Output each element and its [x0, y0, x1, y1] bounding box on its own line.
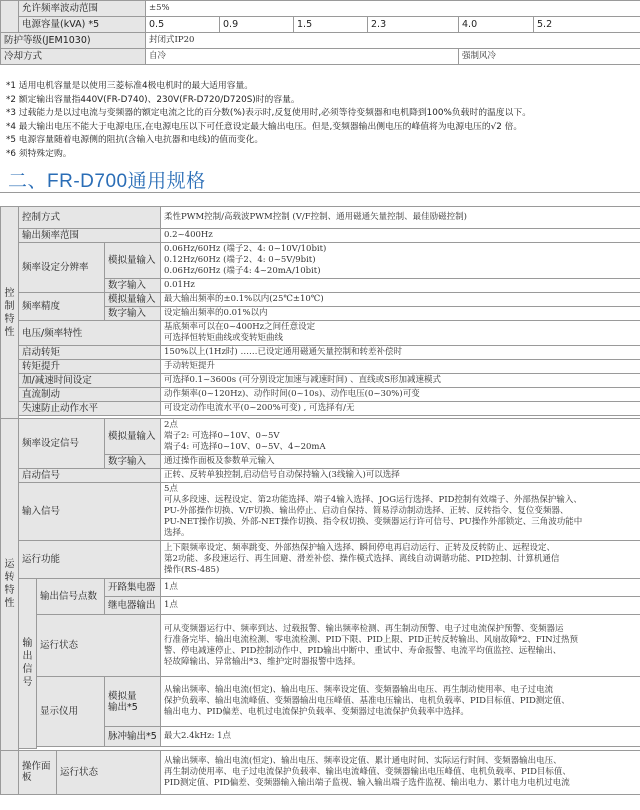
freq-signal-label: 频率设定信号: [19, 419, 105, 469]
accuracy-label: 频率精度: [19, 293, 105, 321]
analog-output-values: [161, 677, 640, 727]
freq-signal-line: 2点: [164, 420, 178, 430]
power-capacity-value: 4.0: [459, 17, 534, 33]
vf-line: 基底频率可以在0~400Hz之间任意设定: [164, 322, 316, 332]
open-collector-value: 1点: [161, 579, 640, 597]
freq-signal-line: 端子4: 可选择0~10V、0~5V、4~20mA: [164, 442, 326, 452]
cooling-value-forced: 强制风冷: [459, 49, 640, 65]
panel-status-line: 从输出频率、输出电流(恒定)、输出电压、频率设定值、累计通电时间、实际运行时间、变频器输出电压、: [164, 755, 562, 766]
footnote: *2 额定输出容量指440V(FR-D740)、230V(FR-D720/D720S)时的容量。: [6, 94, 300, 105]
accuracy-analog-label: 模拟量输入: [105, 293, 161, 307]
dc-brake-label: 直流制动: [19, 388, 161, 402]
relay-label: 继电器输出: [105, 597, 161, 615]
relay-value: 1点: [161, 597, 640, 615]
freq-signal-analog-label: 模拟量输入: [105, 419, 161, 455]
analog-output-line: 保护负载率、输出电流峰值、变频器输出电压峰值、基准电压输出、电机负载率、PID目标值、PID测定值、: [164, 696, 570, 706]
output-status-line: 轻故障输出、异常输出*3、维护定时器报警中选择。: [164, 656, 361, 667]
protection-label: 防护等级(JEM1030): [1, 33, 146, 49]
start-torque-value: 150%以上(1Hz时) ……已设定通用磁通矢量控制和转差补偿时: [161, 346, 640, 360]
cooling-value-self: 自冷: [146, 49, 459, 65]
footnotes: [6, 80, 636, 161]
dc-brake-value: 动作频率(0~120Hz)、动作时间(0~10s)、动作电压(0~30%)可变: [161, 388, 640, 402]
footnote: *5 电源容量随着电源侧的阻抗(含输入电抗器和电线)的值而变化。: [6, 135, 264, 145]
analog-output-label: 模拟量 输出*5: [105, 677, 161, 727]
stall-label: 失速防止动作水平: [19, 402, 161, 416]
resolution-label: 频率设定分辨率: [19, 243, 105, 293]
analog-output-line: 输出电力、PID偏差、电机过电流保护负载率、变频器过电流保护负载率中选择。: [164, 707, 469, 717]
cooling-label: 冷却方式: [1, 49, 146, 65]
general-spec-table: [0, 206, 640, 795]
freq-signal-digital-value: 通过操作面板及参数单元输入: [161, 455, 640, 469]
resolution-digital-value: 0.01Hz: [161, 279, 640, 293]
freq-range-label: 输出频率范围: [19, 229, 161, 243]
torque-boost-value: 手动转矩提升: [161, 360, 640, 374]
input-signal-line: PU-NET操作切换、外部-NET操作切换、指令权切换、变频器运行许可信号、PU操作外部锁定、三角波功能中: [164, 517, 583, 527]
output-group-label: 输 出 信 号: [19, 579, 37, 749]
power-spec-table: [0, 0, 640, 65]
control-method-label: 控制方式: [19, 207, 161, 229]
freq-range-value: 0.2~400Hz: [161, 229, 640, 243]
panel-status-line: PID测定值、PID偏差、变频器输入输出端子监视、输入输出端子选件监视、输出电力、累计电力电机过电流: [164, 777, 570, 788]
footnote: *3 过载能力是以过电流与变频器的额定电流之比的百分数(%)表示时,反复使用时,必须等待变频器和电机降到100%负载时的温度以下。: [6, 108, 531, 118]
freq-fluctuation-value: ±5%: [146, 1, 640, 17]
analog-output-line: 从输出频率、输出电流(恒定)、输出电压、频率设定值、变频器输出电压、再生制动使用率、电子过电流: [164, 685, 554, 695]
accel-value: 可选择0.1~3600s (可分别设定加速与减速时间) 、直线或S形加减速模式: [161, 374, 640, 388]
output-points-label: 输出信号点数: [37, 579, 105, 615]
panel-status-label: 运行状态: [57, 750, 161, 794]
vf-label: 电压/频率特性: [19, 321, 161, 346]
input-signal-line: PU-外部操作切换、V/F切换、输出停止、启动自保持、简易浮动制动选择、正转、反转指令、复位变频器、: [164, 506, 569, 516]
input-signal-line: 选择。: [164, 528, 190, 538]
resolution-analog-values: [161, 243, 640, 279]
control-method-value: 柔性PWM控制/高载波PWM控制 (V/F控制、通用磁通矢量控制、最佳励磁控制): [161, 207, 640, 229]
operation-group-label: 运 转 特 性: [1, 419, 19, 751]
protection-value: 封闭式IP20: [146, 33, 640, 49]
input-signal-values: [161, 483, 640, 541]
freq-signal-line: 端子2: 可选择0~10V、0~5V: [164, 431, 280, 441]
resolution-analog-line: 0.12Hz/60Hz (端子2、4: 0~5V/9bit): [164, 255, 316, 265]
run-function-values: [161, 541, 640, 579]
freq-fluctuation-label: 允许频率波动范围: [19, 1, 146, 17]
pulse-output-label: 脉冲输出*5: [105, 727, 161, 747]
power-capacity-value: 0.9: [220, 17, 294, 33]
power-capacity-value: 2.3: [368, 17, 459, 33]
run-function-line: 上下限频率设定、频率跳变、外部热保护输入选择、瞬间停电再启动运行、正转及反转防止、远程设定、: [164, 543, 556, 553]
run-function-line: 操作(RS-485): [164, 565, 220, 575]
pulse-output-value: 最大2.4kHz: 1点: [161, 727, 640, 747]
stall-value: 可设定动作电流水平(0~200%可变) , 可选择有/无: [161, 402, 640, 416]
accuracy-analog-value: 最大输出频率的±0.1%以内(25℃±10℃): [161, 293, 640, 307]
freq-signal-analog-values: [161, 419, 640, 455]
accel-label: 加/减速时间设定: [19, 374, 161, 388]
output-status-line: 可从变频器运行中、频率到达、过载报警、输出频率检测、再生制动预警、电子过电流保护预警、变频器运: [164, 623, 564, 634]
resolution-digital-label: 数字输入: [105, 279, 161, 293]
open-collector-label: 开路集电器: [105, 579, 161, 597]
power-capacity-value: 5.2: [534, 17, 640, 33]
input-signal-line: 可从多段速、远程设定、第2功能选择、端子4输入选择、JOG运行选择、PID控制有效端子、外部热保护输入、: [164, 495, 582, 505]
output-status-line: 警、停电减速停止、PID控制动作中、PID输出中断中、重试中、寿命报警、电流平均值监控、远程输出、: [164, 645, 562, 656]
display-meter-label: 显示仪用: [37, 677, 105, 747]
footnote: *4 最大输出电压不能大于电源电压,在电源电压以下可任意设定最大输出电压。但是,变频器输出侧电压的峰值将为电源电压的√2 倍。: [6, 121, 523, 132]
power-capacity-value: 1.5: [294, 17, 368, 33]
start-torque-label: 启动转矩: [19, 346, 161, 360]
resolution-analog-line: 0.06Hz/60Hz (端子4: 4~20mA/10bit): [164, 266, 321, 276]
resolution-analog-line: 0.06Hz/60Hz (端子2、4: 0~10V/10bit): [164, 244, 327, 254]
accuracy-digital-value: 设定输出频率的0.01%以内: [161, 307, 640, 321]
freq-signal-digital-label: 数字输入: [105, 455, 161, 469]
operation-panel-label: 操作面板: [19, 750, 57, 794]
input-signal-line: 5点: [164, 484, 178, 494]
vf-line: 可选择恒转矩曲线或变转矩曲线: [164, 333, 284, 343]
run-function-label: 运行功能: [19, 541, 161, 579]
section-heading: 二、FR-D700通用规格: [8, 171, 206, 192]
input-signal-label: 输入信号: [19, 483, 161, 541]
footnote: *6 须特殊定购。: [6, 148, 72, 159]
output-status-label: 运行状态: [37, 615, 161, 677]
control-group-label: 控 制 特 性: [1, 207, 19, 419]
panel-status-line: 再生制动使用率、电子过电流保护负载率、输出电流峰值、变频器输出电压峰值、电机负载率、PID目标值、: [164, 766, 571, 777]
display-group-cell: [1, 750, 19, 794]
output-status-values: [161, 615, 640, 677]
torque-boost-label: 转矩提升: [19, 360, 161, 374]
divider: [0, 192, 640, 193]
panel-status-values: [161, 750, 640, 794]
output-status-line: 行准备完毕、输出电流检测、零电流检测、PID下限、PID上限、PID正转反转输出、风扇故障*2、FIN过热预: [164, 634, 579, 645]
vf-values: [161, 321, 640, 346]
run-function-line: 第2功能、多段速运行、再生回避、滑差补偿、操作模式选择、离线自动调谐功能、PID控制、计算机通信: [164, 554, 560, 564]
power-group-cell: [1, 1, 19, 33]
start-signal-value: 正转、反转单独控制,启动信号自动保持输入(3线输入)可以选择: [161, 469, 640, 483]
footnote: *1 适用电机容量是以使用三菱标准4极电机时的最大适用容量。: [6, 81, 254, 91]
power-capacity-value: 0.5: [146, 17, 220, 33]
start-signal-label: 启动信号: [19, 469, 161, 483]
accuracy-digital-label: 数字输入: [105, 307, 161, 321]
power-capacity-label: 电源容量(kVA) *5: [19, 17, 146, 33]
resolution-analog-label: 模拟量输入: [105, 243, 161, 279]
